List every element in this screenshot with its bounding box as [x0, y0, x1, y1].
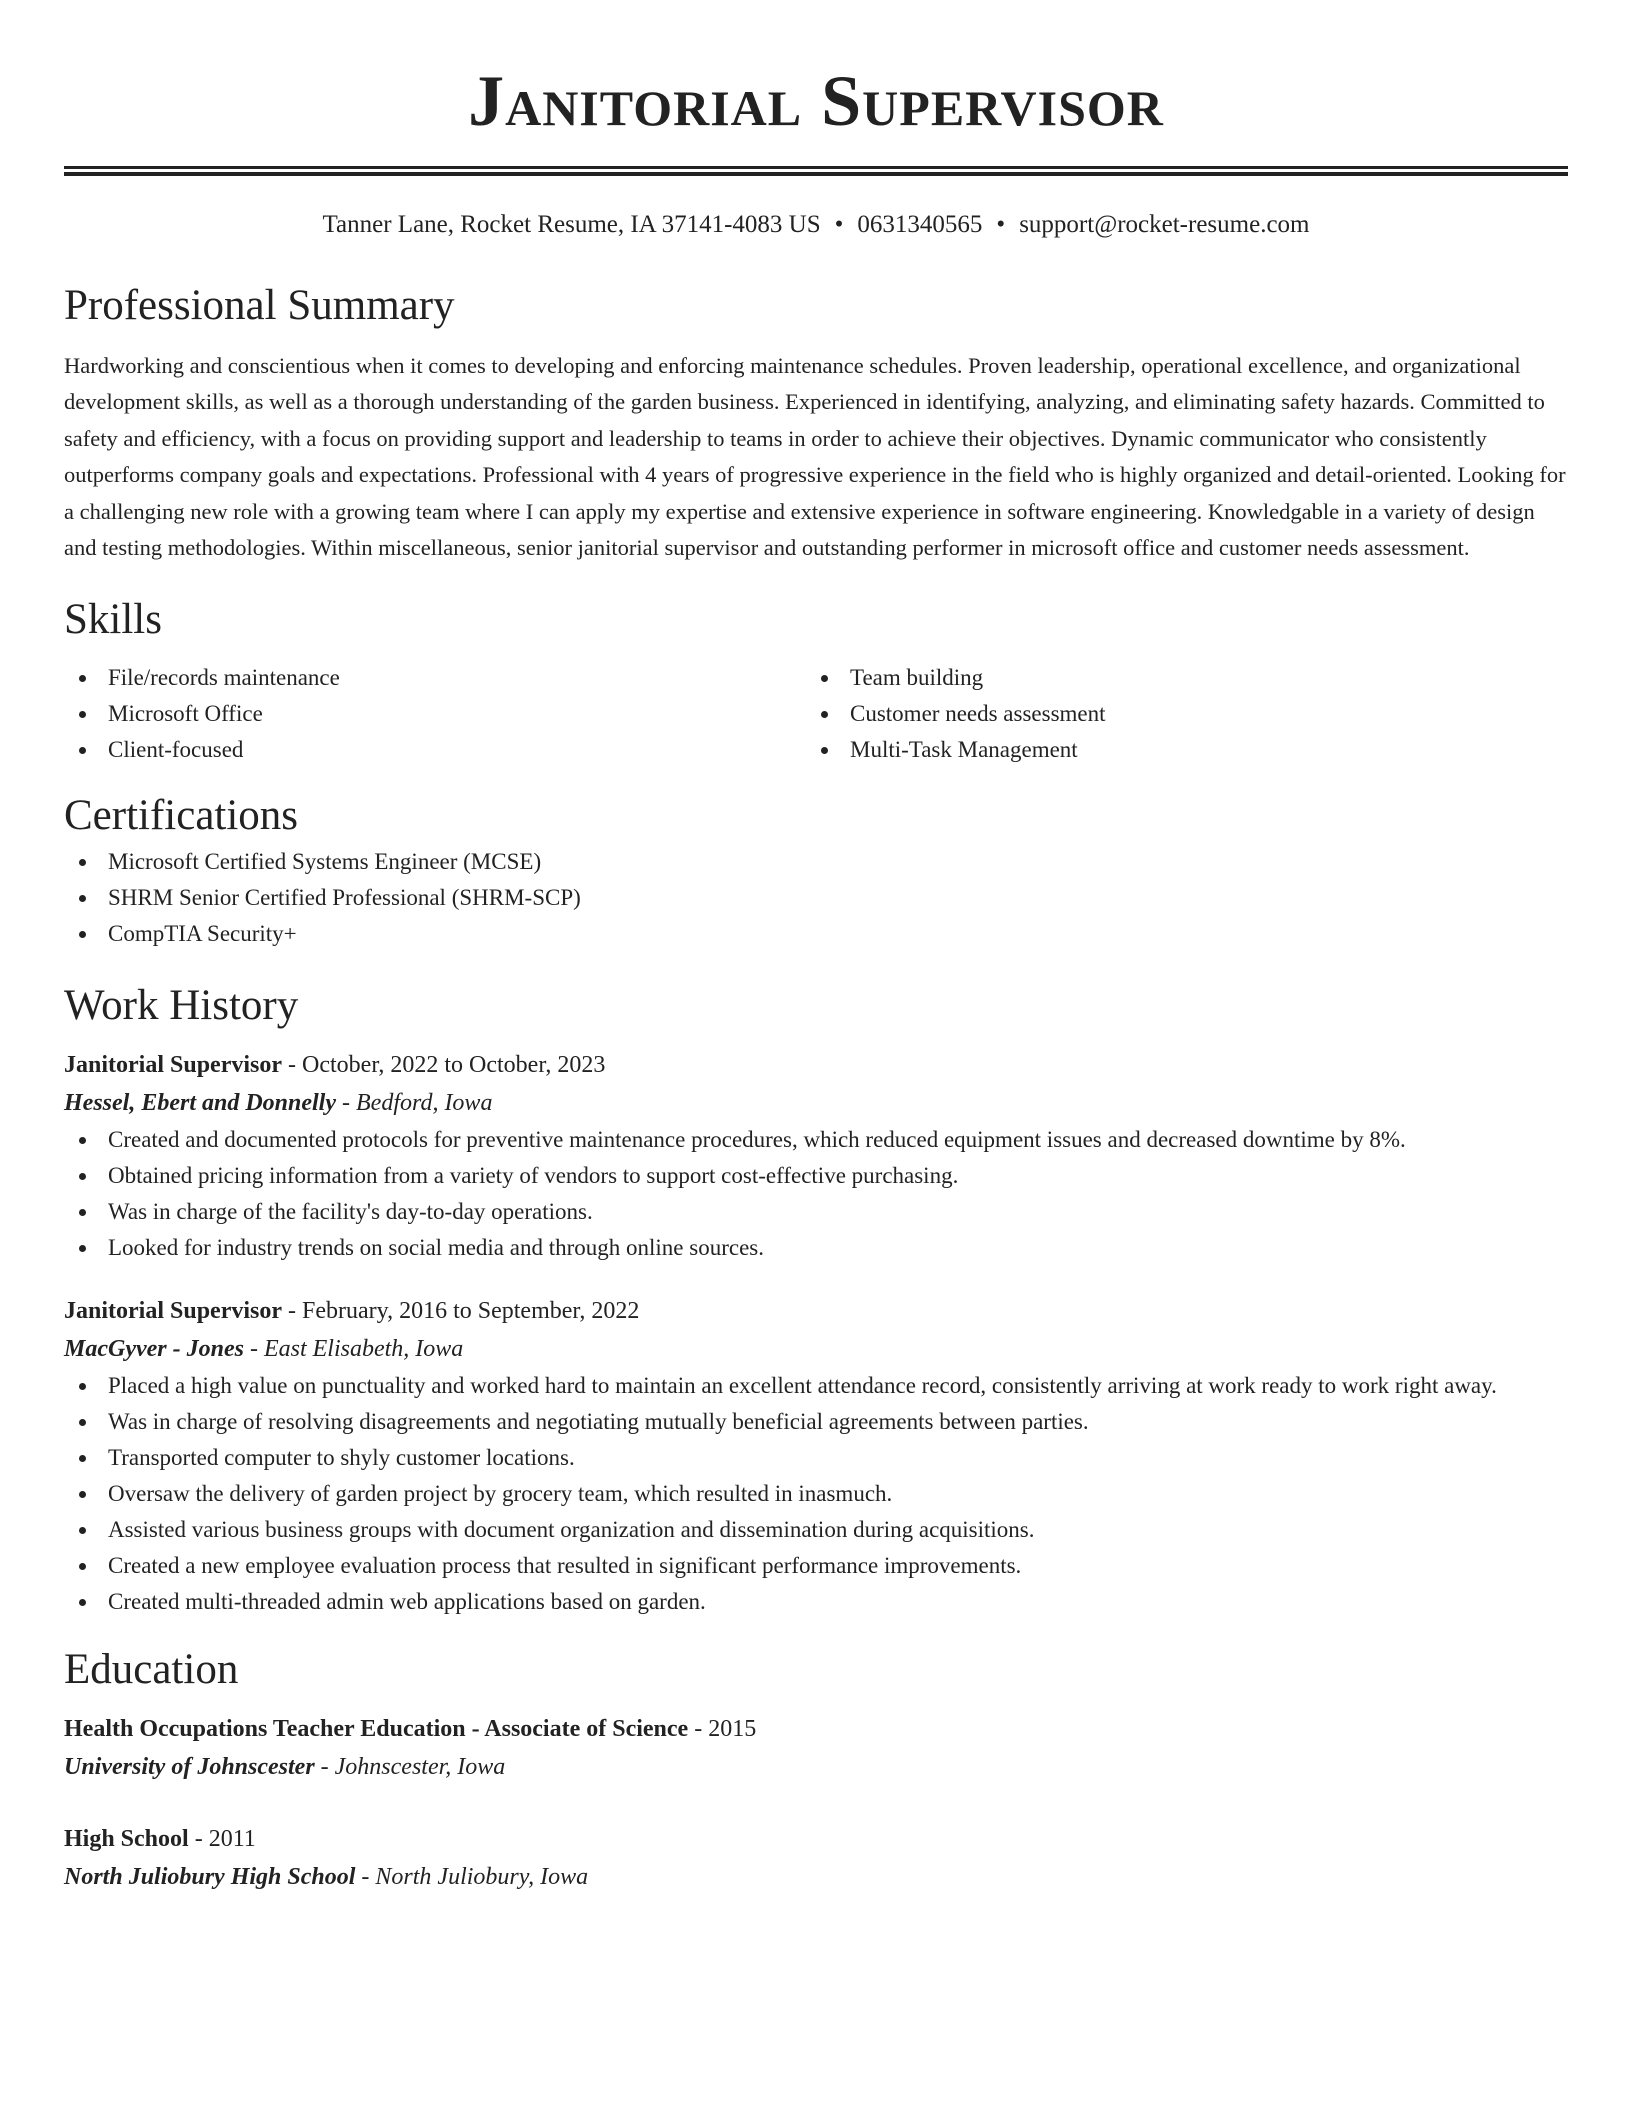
skill-item: Customer needs assessment	[806, 696, 1548, 732]
job-bullet: Looked for industry trends on social media and through online sources.	[64, 1230, 1568, 1266]
contact-line	[64, 208, 1568, 242]
company-location: - Bedford, Iowa	[336, 1090, 493, 1117]
school-line	[64, 1858, 1568, 1896]
degree-year: - 2011	[188, 1826, 256, 1853]
job-bullet: Was in charge of resolving disagreements and negotiating mutually beneficial agreements between parties.	[64, 1404, 1568, 1440]
summary-heading: Professional Summary	[64, 282, 455, 329]
summary-section	[64, 278, 1568, 566]
certification-item: CompTIA Security+	[64, 916, 1568, 952]
summary-text: Hardworking and conscientious when it comes to developing and enforcing maintenance schedules. Proven leadership, operational excellence, and organizational development skills, as well as a thorough understanding of the garden business. Experienced in identifying, analyzing, and eliminating safety hazards. Committed to safety and efficiency, with a focus on providing support and leadership to teams in order to achieve their objectives. Dynamic communicator who consistently outperforms company goals and expectations. Professional with 4 years of progressive experience in the field who is highly organized and detail-oriented. Looking for a challenging new role with a growing team where I can apply my expertise and extensive experience in software engineering. Knowledgable in a variety of design and testing methodologies. Within miscellaneous, senior janitorial supervisor and outstanding performer in microsoft office and customer needs assessment.	[64, 353, 1566, 561]
degree-line	[64, 1710, 1568, 1748]
job-dates: - February, 2016 to September, 2022	[282, 1298, 640, 1325]
certifications-heading: Certifications	[64, 792, 299, 840]
job-dates: - October, 2022 to October, 2023	[282, 1052, 606, 1079]
work-history-heading: Work History	[64, 982, 299, 1030]
job-title: Janitorial Supervisor	[64, 1052, 283, 1079]
degree-line	[64, 1820, 1568, 1858]
school-line	[64, 1748, 1568, 1786]
certification-item: SHRM Senior Certified Professional (SHRM-SCP)	[64, 880, 1568, 916]
company-name: MacGyver - Jones	[64, 1336, 244, 1363]
skill-item: Client-focused	[64, 732, 806, 768]
skills-left-column	[64, 660, 806, 768]
resume-title: Janitorial Supervisor	[468, 61, 1164, 141]
job-bullet: Assisted various business groups with document organization and dissemination during acquisitions.	[64, 1512, 1568, 1548]
contact-separator: •	[834, 211, 844, 238]
job-bullet: Created and documented protocols for preventive maintenance procedures, which reduced equipment issues and decreased downtime by 8%.	[64, 1122, 1568, 1158]
job-title: Janitorial Supervisor	[64, 1298, 283, 1325]
company-location: - East Elisabeth, Iowa	[243, 1336, 464, 1363]
company-name: Hessel, Ebert and Donnelly	[64, 1090, 337, 1117]
job-entry	[64, 1292, 1568, 1620]
school-location: - North Juliobury, Iowa	[355, 1864, 589, 1891]
job-bullet: Oversaw the delivery of garden project by grocery team, which resulted in inasmuch.	[64, 1476, 1568, 1512]
school-name: University of Johnscester	[64, 1754, 315, 1781]
title-divider	[64, 166, 1568, 176]
job-bullet: Placed a high value on punctuality and worked hard to maintain an excellent attendance record, consistently arriving at work ready to work right away.	[64, 1368, 1568, 1404]
education-entry	[64, 1820, 1568, 1896]
job-bullet: Created a new employee evaluation process that resulted in significant performance improvements.	[64, 1548, 1568, 1584]
contact-phone: 0631340565	[857, 211, 983, 238]
skill-item: Microsoft Office	[64, 696, 806, 732]
degree-name: High School	[64, 1826, 189, 1853]
education-heading: Education	[64, 1646, 239, 1694]
contact-address: Tanner Lane, Rocket Resume, IA 37141-4083 US	[322, 211, 821, 238]
education-entry	[64, 1710, 1568, 1786]
company-line	[64, 1084, 1568, 1122]
education-section	[64, 1642, 1568, 1896]
job-bullet: Created multi-threaded admin web applications based on garden.	[64, 1584, 1568, 1620]
contact-separator: •	[996, 211, 1006, 238]
certifications-section	[64, 788, 1568, 952]
skill-item: Team building	[806, 660, 1548, 696]
degree-year: - 2015	[688, 1716, 757, 1743]
job-title-line	[64, 1046, 1568, 1084]
certification-item: Microsoft Certified Systems Engineer (MCSE)	[64, 844, 1568, 880]
skill-item: File/records maintenance	[64, 660, 806, 696]
job-bullets	[64, 1368, 1568, 1620]
work-history-section	[64, 978, 1568, 1620]
skills-heading: Skills	[64, 596, 162, 644]
job-title-line	[64, 1292, 1568, 1330]
school-name: North Juliobury High School	[64, 1864, 356, 1891]
contact-email: support@rocket-resume.com	[1019, 211, 1310, 238]
job-bullets	[64, 1122, 1568, 1266]
skills-right-column	[806, 660, 1548, 768]
degree-name: Health Occupations Teacher Education - Associate of Science	[64, 1716, 689, 1743]
skills-grid	[64, 660, 1568, 768]
skill-item: Multi-Task Management	[806, 732, 1548, 768]
school-location: - Johnscester, Iowa	[314, 1754, 506, 1781]
skills-section	[64, 592, 1568, 768]
company-line	[64, 1330, 1568, 1368]
job-entry	[64, 1046, 1568, 1266]
job-bullet: Was in charge of the facility's day-to-day operations.	[64, 1194, 1568, 1230]
job-bullet: Obtained pricing information from a variety of vendors to support cost-effective purchasing.	[64, 1158, 1568, 1194]
job-bullet: Transported computer to shyly customer locations.	[64, 1440, 1568, 1476]
certifications-list	[64, 844, 1568, 952]
